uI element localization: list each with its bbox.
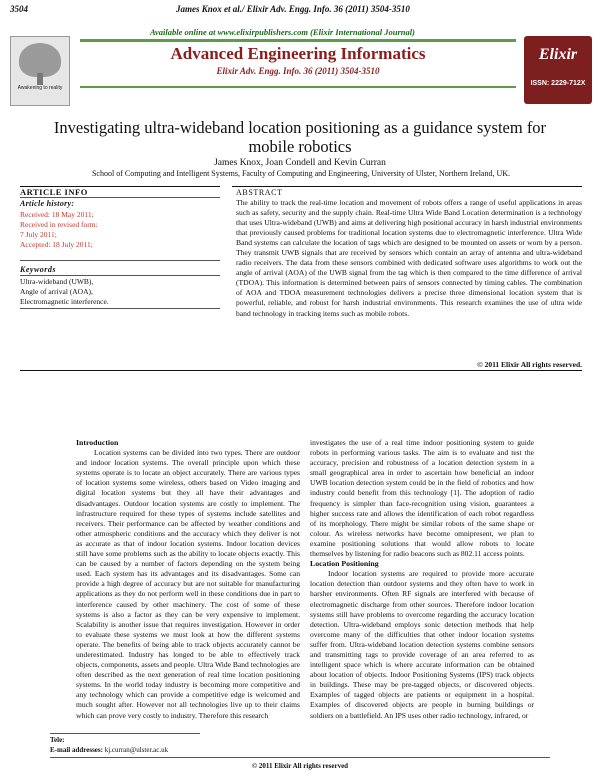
journal-title: Advanced Engineering Informatics	[170, 44, 426, 63]
elixir-brand: Elixir	[538, 46, 578, 63]
footer-rule	[50, 757, 550, 758]
keyword-item: Angle of arrival (AOA),	[20, 287, 93, 296]
introduction-heading: Introduction	[76, 438, 119, 447]
info-heading-rule	[20, 197, 220, 198]
keywords-bottom-rule	[20, 308, 220, 309]
abstract-text: The ability to track the real-time location and movement of robots offers a range of useful applications in areas such as safety, security and the supply chain. Real-time Ultra Wide Band Location determination is a technology that uses Ultra-wideband (UWB) and aims at delivering high positional accuracy in harsh industrial environments that previously caused problems for traditional location systems due to electromagnetic interference. Ultra Wide Band systems can calculate the location of tags which are designed to be mounted on assets or worn by a person. They transmit UWB signals that are received by sensors which contain an array of antenna and ultra-wideband radio receivers. The data from these sensors combined with dedicated software uses algorithms to work out the angle of arrival (AOA) of the UWB signal from the tag which is then compared to the time difference of arrival (TDOA). This information is determined between pairs of sensors connected by timing cables. The combination of AOA and TDOA measurement technologies delivers a precise three dimensional location system that is powerful, reliable, and robust for harsh industrial environments. This research examines the use of ultra wide band technology in tracking items such as mobile robots.	[236, 198, 582, 318]
article-info-heading: ARTICLE INFO	[20, 187, 88, 197]
paper-title: Investigating ultra-wideband location positioning as a guidance system for mobile robotics	[53, 118, 547, 156]
keywords-heading: Keywords	[20, 265, 56, 274]
tree-icon	[19, 43, 61, 77]
footnote-rule	[50, 733, 200, 734]
journal-citation: Elixir Adv. Engg. Info. 36 (2011) 3504-3510	[216, 66, 380, 76]
introduction-continued-paragraph: investigates the use of a real time indoor positioning system to guide robots in performing various tasks. The aim is to evaluate and test the accuracy, precision and robustness of a location detection system in a small geographical area in order to ascertain how beneficial an indoor UWB location detection system could be in the field of robotics and how industry could benefit from this technology [1]. The adoption of radio frequency is simpler than face-recognition using vision, guarantees a higher success rate and allows the identification of each robot regardless of its morphology. There might be similar robots of the same shape or colour. As wireless networks have become omnipresent, we plan to examine positioning solutions that would allow robots to locate themselves by listening for radio beacons such as 802.11 access points.	[310, 438, 534, 559]
abstract-heading: ABSTRACT	[236, 188, 283, 197]
keywords-heading-rule	[20, 275, 220, 276]
banner-top-rule	[80, 39, 516, 42]
article-history-label: Article history:	[20, 199, 75, 208]
introduction-paragraph: Location systems can be divided into two types. There are outdoor and indoor location systems. The overall principle upon which these systems operate is to locate an object accurately. There are various types of location systems some wireless, others based on Video imaging and digital location systems but they all have their advantages and disadvantages. Outdoor location systems are costly to implement. The infrastructure required for these types of systems include satellites and receivers. Their performance can be affected by weather conditions and other atmospheric conditions and the accuracy which they deliver is not as accurate as that of indoor location systems. Indoor location devices still have some problems such as the ability to locate objects exactly. This can be caused by a number of factors depending on the system being used. Each system has its advantages and its disadvantages. Some can provide a high degree of accuracy but are not suitable for manufacturing applications as they do not perform well in these conditions due in part to interference caused by other machinery. The cost of some of these systems is also a factor as they can be very expensive to implement. Scalability is another issue that requires investigation. However in order to evaluate these systems we must look at how the different systems operate. The benefits of being able to track objects accurately cannot be underestimated. Industry has longed to be able to effectively track objects, components, assets and people. Ultra Wide Band technologies are often described as the next generation of real time location positioning systems. In the world today industry is becoming more competitive and any technology which can provide a competitive edge is welcomed and much sought after. However not all technologies live up to their claims which can prove very costly to industry. Therefore this research	[76, 448, 300, 720]
history-accepted: Accepted: 18 July 2011;	[20, 240, 93, 249]
paper-authors: James Knox, Joan Condell and Kevin Curran	[214, 158, 386, 168]
running-citation: James Knox et al./ Elixir Adv. Engg. Info. 36 (2011) 3504-3510	[176, 4, 410, 14]
issn-label: ISSN: 2229-712X	[530, 80, 586, 87]
footer-email-label: E-mail addresses:	[50, 746, 103, 754]
location-positioning-paragraph: Indoor location systems are required to provide more accurate location detection than outdoor systems and they often have to work in harsher environments. Often RF signals are interfered with because of electromagnetic discharge from other sources. Therefore indoor location systems still have problems to overcome regarding the accuracy location detection. Ultra-wideband employs sonic detection methods that help overcome many of the difficulties that other indoor location systems suffer from. Ultra-wideband location detection systems combine sensors and transmitting tags to provide coverage of an area referred to as intelligent space which is where accurate information can be obtained about location of objects. Indoor Positioning Systems (IPS) track objects in buildings. These may be pre-tagged objects, or discovered objects. Examples of tagged objects are patients or equipment in a hospital. Examples of discovered objects are people in burning buildings or soldiers on a battlefield. An IPS uses other radio technology, infrared, or	[310, 569, 534, 720]
history-revised-date: 7 July 2011;	[20, 230, 57, 239]
footer-email: kj.curran@ulster.ac.uk	[104, 746, 169, 754]
footer-email-line	[50, 746, 168, 754]
paper-affiliation: School of Computing and Intelligent Systems, Faculty of Computing and Engineering, University of Ulster, Northern Ireland, UK.	[91, 169, 511, 178]
abstract-bottom-rule	[20, 370, 582, 371]
keyword-item: Electromagnetic interference.	[20, 297, 109, 306]
abstract-copyright: © 2011 Elixir All rights reserved.	[477, 360, 582, 369]
history-received: Received: 18 May 2011;	[20, 210, 94, 219]
availability-line: Available online at www.elixirpublishers.com (Elixir International Journal)	[150, 27, 415, 37]
awakening-logo	[10, 36, 70, 106]
history-rule	[20, 260, 220, 261]
abstract-top-rule	[232, 186, 582, 187]
trunk-icon	[37, 73, 43, 85]
footer-tele-label: Tele:	[50, 736, 65, 744]
body-column-right	[310, 438, 534, 721]
banner-bottom-rule	[80, 86, 516, 88]
keyword-item: Ultra-wideband (UWB),	[20, 277, 94, 286]
footer-copyright: © 2011 Elixir All rights reserved	[251, 762, 349, 770]
logo-tagline: Awakening to reality	[17, 85, 63, 91]
location-positioning-heading: Location Positioning	[310, 559, 379, 569]
elixir-logo	[524, 36, 592, 104]
body-column-left	[76, 438, 300, 721]
history-revised-label: Received in revised form:	[20, 220, 98, 229]
page-number: 3504	[10, 4, 28, 14]
